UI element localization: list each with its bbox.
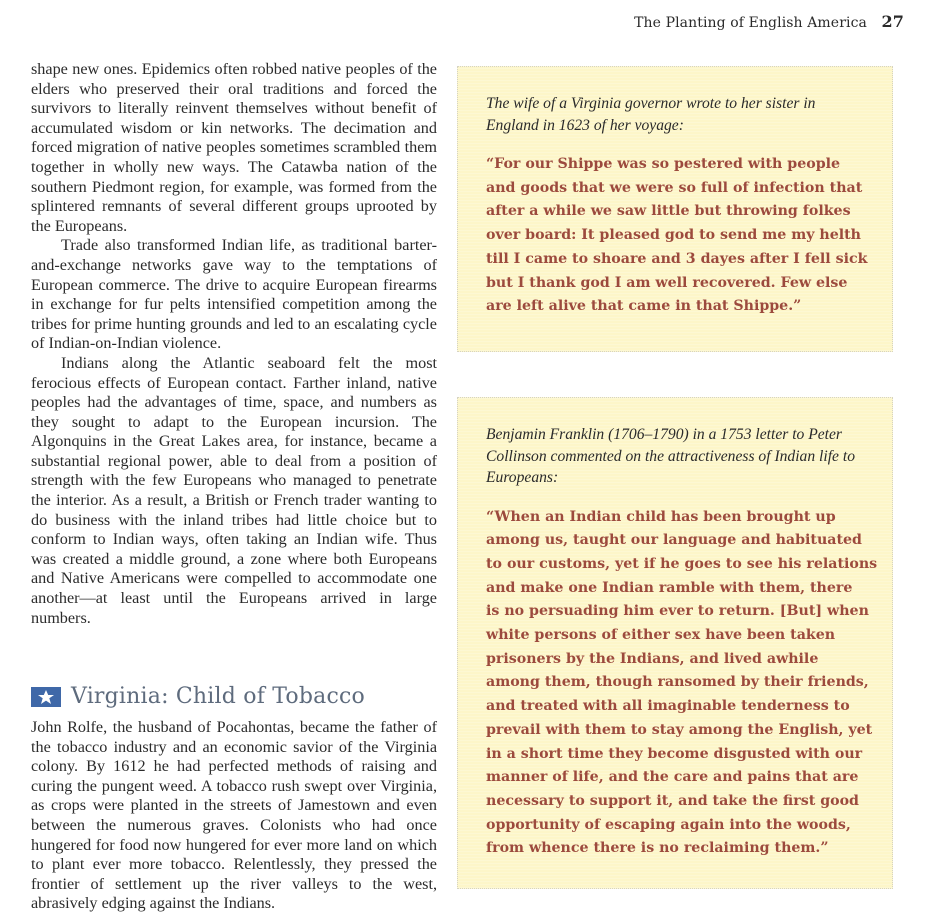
- left-column-text: [31, 60, 437, 628]
- body-paragraph: Trade also transformed Indian life, as traditional barter-and-exchange networks gave way to the temptations of European commerce. The drive to acquire European firearms in exchange for fur pelts intensified competition among the tribes for prime hunting grounds and led to an escalating cycle of Indian-on-Indian violence.: [31, 236, 437, 353]
- quote-line: in a short time they become disgusted with our: [486, 745, 863, 762]
- section-heading: [31, 684, 365, 709]
- quote-line: among them, though ransomed by their friends,: [486, 674, 869, 691]
- running-head-title: The Planting of English America: [634, 15, 867, 31]
- quote-box-virginia-governor-wife: [457, 66, 893, 352]
- quote-text: [486, 153, 868, 319]
- body-paragraph: shape new ones. Epidemics often robbed native peoples of the elders who preserved their oral traditions and forced the survivors to literally reinvent themselves without benefit of accumulated wisdom or kin networks. The decimation and forced migration of native peoples sometimes scrambled them together in wholly new ways. The Catawba nation of the southern Piedmont region, for example, was formed from the splintered remnants of several different groups uprooted by the Europeans.: [31, 60, 437, 235]
- quote-line: manner of life, and the care and pains that are: [486, 769, 859, 786]
- quote-line: prevail with them to stay among the English, yet: [486, 721, 873, 738]
- quote-line: white persons of either sex have been taken: [486, 627, 836, 644]
- running-head: [634, 12, 904, 31]
- quote-line: prisoners by the Indians, and lived awhile: [486, 650, 819, 667]
- quote-line: “For our Shippe was so pestered with people: [486, 156, 841, 172]
- quote-line: are left alive that came in that Shippe.”: [486, 298, 802, 315]
- quote-line: and make one Indian ramble with them, there: [486, 579, 853, 596]
- section-title: Virginia: Child of Tobacco: [71, 684, 365, 709]
- page-number: 27: [881, 12, 904, 31]
- quote-line: and treated with all imaginable tenderness to: [486, 698, 850, 715]
- quote-line: “When an Indian child has been brought up: [486, 508, 836, 525]
- quote-line: after a while we saw little but throwing folkes: [486, 203, 851, 220]
- body-paragraph: John Rolfe, the husband of Pocahontas, became the father of the tobacco industry and an economic savior of the Virginia colony. By 1612 he had perfected methods of raising and curing the pungent weed. A tobacco rush swept over Virginia, as crops were planted in the streets of Jamestown and even between the numerous graves. Colonists who had once hungered for food now hungered for ever more land on which to plant ever more tobacco. Relentlessly, they pressed the frontier of settlement up the river valleys to the west, abrasively edging against the Indians.: [31, 718, 437, 913]
- quote-intro: Benjamin Franklin (1706–1790) in a 1753 letter to Peter Collinson commented on the attractiveness of Indian life to Europeans:: [486, 426, 855, 486]
- quote-line: among us, taught our language and habituated: [486, 532, 862, 549]
- quote-line: opportunity of escaping again into the woods,: [486, 816, 851, 833]
- quote-line: necessary to support it, and take the first good: [486, 792, 859, 809]
- quote-line: is no persuading him ever to return. [But] when: [486, 603, 869, 620]
- quote-line: over board: It pleased god to send me my helth: [486, 227, 861, 244]
- quote-line: from whence there is no reclaiming them.”: [486, 840, 829, 857]
- body-paragraph: Indians along the Atlantic seaboard felt the most ferocious effects of European contact. Farther inland, native peoples had the advantages of time, space, and numbers as they sought to adapt to the European incursion. The Algonquins in the Great Lakes area, for instance, became a substantial regional power, able to deal from a position of strength with the few Europeans who managed to penetrate the interior. As a result, a British or French trader wanting to do business with the inland tribes had little choice but to conform to Indian ways, often taking an Indian wife. Thus was created a middle ground, a zone where both Europeans and Native Americans were compelled to accommodate one another—at least until the Europeans arrived in large numbers.: [31, 353, 437, 627]
- section-body-text: [31, 718, 437, 914]
- quote-line: and goods that we were so full of infection that: [486, 179, 863, 196]
- quote-line: till I came to shoare and 3 dayes after I fell sick: [486, 250, 868, 267]
- quote-intro: The wife of a Virginia governor wrote to her sister in England in 1623 of her voyage:: [486, 95, 816, 134]
- star-icon: [31, 687, 61, 707]
- quote-text: [486, 506, 878, 862]
- quote-line: to our customs, yet if he goes to see his relations: [486, 555, 878, 572]
- quote-line: but I thank god I am well recovered. Few else: [486, 274, 848, 291]
- quote-box-benjamin-franklin: [457, 397, 893, 889]
